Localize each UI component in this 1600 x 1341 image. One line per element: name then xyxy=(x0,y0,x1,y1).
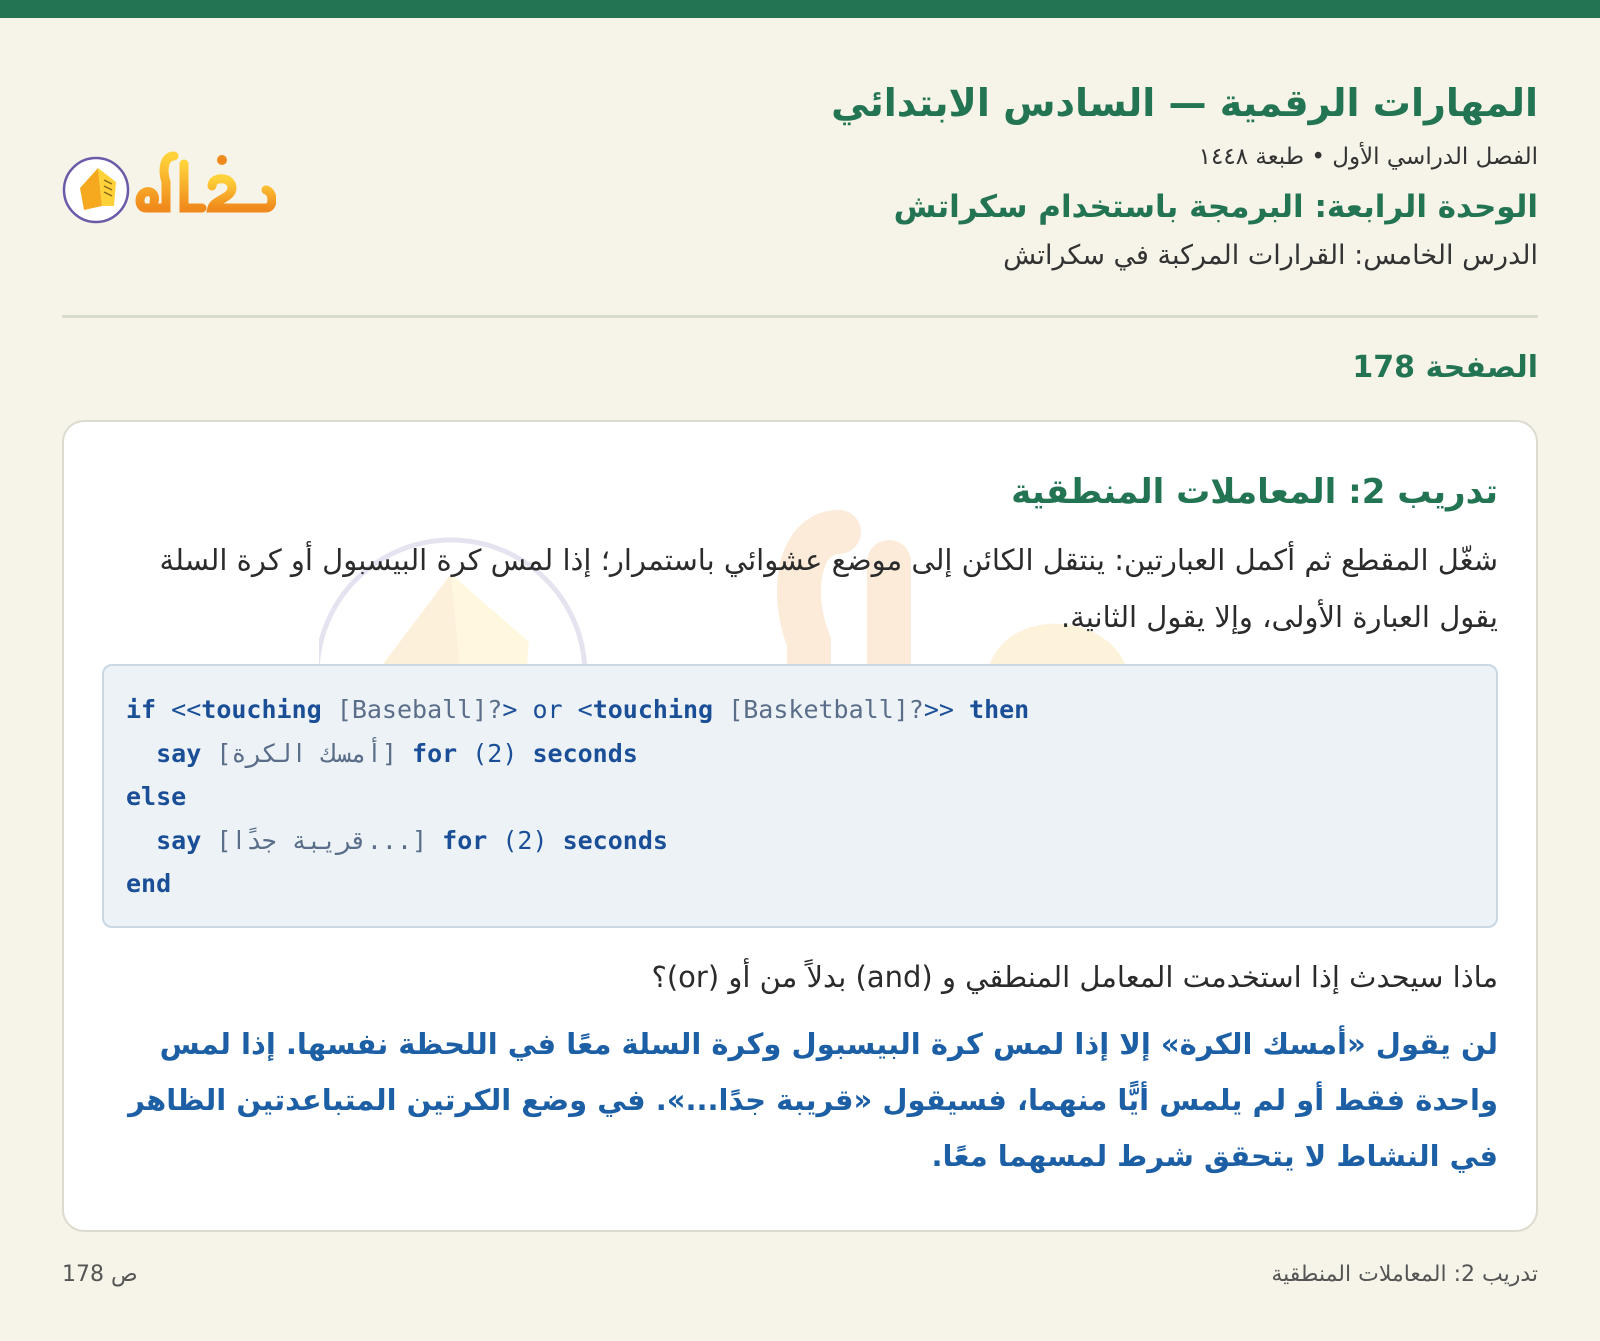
code-operator: > xyxy=(502,695,518,724)
code-line-else xyxy=(126,775,1474,819)
code-number: (2) xyxy=(472,738,518,768)
code-line-say-1 xyxy=(126,732,1474,776)
footer-section-title: تدريب 2: المعاملات المنطقية xyxy=(1271,1262,1538,1287)
code-keyword: for xyxy=(442,825,488,855)
page-header xyxy=(62,70,1538,320)
book-title: المهارات الرقمية — السادس الابتدائي xyxy=(831,81,1538,125)
code-keyword: say xyxy=(156,825,202,855)
exercise-answer: لن يقول «أمسك الكرة» إلا إذا لمس كرة البيسبول وكرة السلة معًا في اللحظة نفسها. إذا لمس واحدة فقط أو لم يلمس أيًّا منهما، فسيقول «قريبة جدًا...». في وضع الكرتين المتباعدتين الظاهر في النشاط لا يتحقق شرط لمسهما معًا. xyxy=(128,1027,1498,1173)
code-number: (2) xyxy=(502,825,548,855)
code-operator: < xyxy=(577,695,593,724)
code-keyword: say xyxy=(156,738,202,768)
code-argument: [Baseball]? xyxy=(336,695,503,724)
semester-info: الفصل الدراسي الأول • طبعة ١٤٤٨ xyxy=(1198,144,1538,170)
code-keyword: seconds xyxy=(562,825,668,855)
code-keyword: touching xyxy=(592,695,714,724)
code-line-end xyxy=(126,862,1474,906)
top-accent-bar xyxy=(0,0,1600,18)
unit-title: الوحدة الرابعة: البرمجة باستخدام سكراتش xyxy=(893,189,1538,225)
code-argument: [قريبة جدًا...] xyxy=(216,825,428,855)
code-line-if xyxy=(126,688,1474,732)
hulul-logo xyxy=(62,146,276,232)
code-keyword: for xyxy=(412,738,458,768)
code-keyword: or xyxy=(532,695,563,724)
site-logo[interactable] xyxy=(62,146,276,232)
header-divider xyxy=(62,315,1538,318)
code-line-say-2 xyxy=(126,819,1474,863)
code-argument: [Basketball]? xyxy=(728,695,924,724)
code-operator: << xyxy=(171,695,202,724)
code-keyword: end xyxy=(126,869,172,898)
lesson-title: الدرس الخامس: القرارات المركبة في سكراتش xyxy=(1003,240,1538,271)
code-keyword: if xyxy=(126,695,157,724)
exercise-title: تدريب 2: المعاملات المنطقية xyxy=(1011,472,1498,512)
code-argument: [أمسك الكرة] xyxy=(216,738,397,768)
code-keyword: then xyxy=(969,695,1030,724)
code-keyword: touching xyxy=(201,695,322,724)
page-number-label: الصفحة 178 xyxy=(1352,350,1538,385)
scratch-code-block xyxy=(102,664,1498,928)
exercise-instructions: شغّل المقطع ثم أكمل العبارتين: ينتقل الكائن إلى موضع عشوائي باستمرار؛ إذا لمس كرة البيسبول أو كرة السلة يقول العبارة الأولى، وإلا يقول الثانية. xyxy=(159,543,1498,634)
code-operator: >> xyxy=(923,695,954,724)
code-keyword: seconds xyxy=(532,738,638,768)
exercise-question: ماذا سيحدث إذا استخدمت المعامل المنطقي و (and) بدلاً من أو (or)؟ xyxy=(651,960,1498,994)
exercise-card xyxy=(62,420,1538,1232)
code-keyword: else xyxy=(126,782,187,811)
footer-page-number: ص 178 xyxy=(62,1262,138,1287)
